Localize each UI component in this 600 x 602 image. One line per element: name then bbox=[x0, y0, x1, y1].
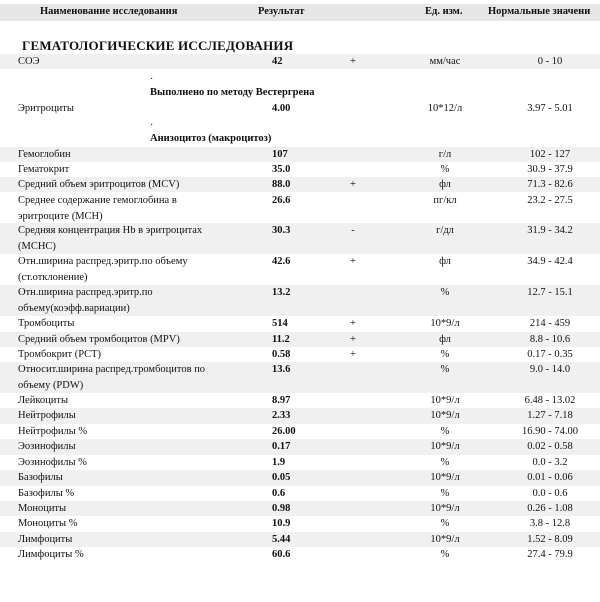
row-unit: г/л bbox=[438, 149, 452, 160]
row-unit: 10*12/л bbox=[427, 103, 463, 114]
row-norm: 30.9 - 37.9 bbox=[527, 164, 573, 175]
table-row bbox=[0, 362, 600, 393]
row-name: Эозинофилы % bbox=[18, 457, 87, 468]
row-name: Средний объем тромбоцитов (MPV) bbox=[18, 334, 180, 345]
row-norm: 1.52 - 8.09 bbox=[527, 534, 573, 545]
row-flag: + bbox=[350, 349, 356, 360]
table-header bbox=[0, 4, 600, 21]
row-name: Гемоглобин bbox=[18, 149, 71, 160]
table-row bbox=[0, 193, 600, 223]
row-norm: 71.3 - 82.6 bbox=[527, 179, 573, 190]
table-row bbox=[0, 162, 600, 177]
table-row bbox=[0, 316, 600, 332]
table-row bbox=[0, 516, 600, 532]
row-norm: 214 - 459 bbox=[529, 318, 571, 329]
row-norm: 3.97 - 5.01 bbox=[527, 103, 573, 114]
row-unit: 10*9/л bbox=[430, 410, 460, 421]
row-unit: мм/час bbox=[429, 56, 461, 67]
row-value: 8.97 bbox=[272, 395, 291, 406]
table-row bbox=[0, 223, 600, 254]
rbc-note-dot: · bbox=[150, 120, 154, 131]
row-norm: 8.8 - 10.6 bbox=[529, 334, 571, 345]
row-unit: 10*9/л bbox=[430, 503, 460, 514]
soe-method-note: Выполнено по методу Вестергрена bbox=[150, 87, 315, 98]
table-row bbox=[0, 332, 600, 347]
header-norm: Нормальные значени bbox=[488, 6, 591, 17]
soe-note-dot: · bbox=[150, 74, 154, 85]
row-value: 0.05 bbox=[272, 472, 291, 483]
table-row bbox=[0, 470, 600, 486]
row-value: 42.6 bbox=[272, 256, 291, 267]
row-unit: % bbox=[440, 457, 450, 468]
table-row bbox=[0, 439, 600, 455]
table-row bbox=[0, 147, 600, 162]
row-unit: 10*9/л bbox=[430, 318, 460, 329]
table-row bbox=[0, 532, 600, 547]
row-unit: % bbox=[440, 164, 450, 175]
row-name: Средняя концентрация Hb в эритроцитах (MCHC) bbox=[18, 225, 203, 252]
row-norm: 0.26 - 1.08 bbox=[527, 503, 573, 514]
row-value: 42 bbox=[272, 56, 283, 67]
row-value: 26.00 bbox=[272, 426, 296, 437]
row-value: 2.33 bbox=[272, 410, 291, 421]
table-row bbox=[0, 101, 600, 116]
row-name: Лимфоциты bbox=[18, 534, 73, 545]
row-name: Лимфоциты % bbox=[18, 549, 84, 560]
row-value: 0.17 bbox=[272, 441, 291, 452]
row-norm: 0.0 - 0.6 bbox=[532, 488, 568, 499]
row-value: 0.98 bbox=[272, 503, 291, 514]
table-row bbox=[0, 486, 600, 501]
table-row bbox=[0, 408, 600, 424]
row-name: Лейкоциты bbox=[18, 395, 69, 406]
row-value: 10.9 bbox=[272, 518, 291, 529]
row-norm: 6.48 - 13.02 bbox=[524, 395, 576, 406]
table-row bbox=[0, 285, 600, 316]
row-value: 0.6 bbox=[272, 488, 286, 499]
row-value: 26.6 bbox=[272, 195, 291, 206]
row-name: Нейтрофилы bbox=[18, 410, 76, 421]
row-unit: % bbox=[440, 488, 450, 499]
row-flag: + bbox=[350, 179, 356, 190]
row-name: Гематокрит bbox=[18, 164, 70, 175]
table-row bbox=[0, 547, 600, 563]
row-name: Относит.ширина распред.тромбоцитов по объему (PDW) bbox=[18, 364, 206, 391]
row-name: Моноциты bbox=[18, 503, 67, 514]
row-unit: % bbox=[440, 349, 450, 360]
row-unit: % bbox=[440, 287, 450, 298]
row-unit: % bbox=[440, 364, 450, 375]
row-name: Нейтрофилы % bbox=[18, 426, 88, 437]
table-row bbox=[0, 393, 600, 408]
table-row bbox=[0, 254, 600, 285]
row-value: 88.0 bbox=[272, 179, 291, 190]
row-name: Отн.ширина распред.эритр.по объему (ст.отклонение) bbox=[18, 256, 188, 283]
row-value: 5.44 bbox=[272, 534, 291, 545]
row-norm: 1.27 - 7.18 bbox=[527, 410, 573, 421]
row-name: Средний объем эритроцитов (MCV) bbox=[18, 179, 180, 190]
row-unit: 10*9/л bbox=[430, 395, 460, 406]
row-name: Тромбокрит (PCT) bbox=[18, 349, 101, 360]
row-norm: 16.90 - 74.00 bbox=[522, 426, 578, 437]
row-norm: 0.02 - 0.58 bbox=[527, 441, 573, 452]
row-name: СОЭ bbox=[18, 56, 40, 67]
row-name: Моноциты % bbox=[18, 518, 78, 529]
row-name: Базофилы bbox=[18, 472, 63, 483]
row-name: Эозинофилы bbox=[18, 441, 76, 452]
row-norm: 27.4 - 79.9 bbox=[527, 549, 573, 560]
row-value: 35.0 bbox=[272, 164, 291, 175]
row-norm: 9.0 - 14.0 bbox=[529, 364, 571, 375]
table-row bbox=[0, 347, 600, 362]
row-unit: % bbox=[440, 549, 450, 560]
row-unit: % bbox=[440, 518, 450, 529]
row-norm: 31.9 - 34.2 bbox=[527, 225, 573, 236]
row-value: 107 bbox=[272, 149, 288, 160]
row-unit: фл bbox=[439, 256, 451, 267]
row-flag: + bbox=[350, 334, 356, 345]
row-flag: + bbox=[350, 318, 356, 329]
row-value: 13.6 bbox=[272, 364, 291, 375]
table-row bbox=[0, 177, 600, 192]
row-value: 1.9 bbox=[272, 457, 286, 468]
row-norm: 23.2 - 27.5 bbox=[527, 195, 573, 206]
row-norm: 34.9 - 42.4 bbox=[527, 256, 573, 267]
row-unit: фл bbox=[439, 179, 451, 190]
row-value: 0.58 bbox=[272, 349, 291, 360]
table-row bbox=[0, 455, 600, 470]
section-title: ГЕМАТОЛОГИЧЕСКИЕ ИССЛЕДОВАНИЯ bbox=[22, 38, 294, 53]
row-value: 11.2 bbox=[272, 334, 290, 345]
row-value: 4.00 bbox=[272, 103, 291, 114]
row-value: 30.3 bbox=[272, 225, 291, 236]
row-unit: г/дл bbox=[436, 225, 454, 236]
table-row bbox=[0, 54, 600, 69]
header-unit: Ед. изм. bbox=[425, 6, 463, 17]
row-flag: - bbox=[351, 225, 355, 236]
row-unit: фл bbox=[439, 334, 451, 345]
row-value: 60.6 bbox=[272, 549, 291, 560]
row-value: 514 bbox=[272, 318, 288, 329]
rbc-morphology-note: Анизоцитоз (макроцитоз) bbox=[150, 133, 272, 144]
row-norm: 102 - 127 bbox=[529, 149, 571, 160]
row-norm: 12.7 - 15.1 bbox=[527, 287, 573, 298]
row-unit: пг/кл bbox=[433, 195, 457, 206]
row-norm: 0.01 - 0.06 bbox=[527, 472, 573, 483]
table-row bbox=[0, 424, 600, 439]
row-norm: 0.0 - 3.2 bbox=[532, 457, 568, 468]
row-unit: % bbox=[440, 426, 450, 437]
row-norm: 0.17 - 0.35 bbox=[527, 349, 573, 360]
row-name: Среднее содержание гемоглобина в эритроците (MCH) bbox=[18, 195, 177, 222]
row-flag: + bbox=[350, 56, 356, 67]
header-name: Наименование исследования bbox=[40, 6, 178, 17]
row-unit: 10*9/л bbox=[430, 441, 460, 452]
row-norm: 0 - 10 bbox=[537, 56, 563, 67]
row-name: Эритроциты bbox=[18, 103, 74, 114]
table-row bbox=[0, 501, 600, 516]
row-norm: 3.8 - 12.8 bbox=[529, 518, 571, 529]
row-flag: + bbox=[350, 256, 356, 267]
row-name: Базофилы % bbox=[18, 488, 75, 499]
row-value: 13.2 bbox=[272, 287, 291, 298]
row-name: Отн.ширина распред.эритр.по объему(коэфф.вариации) bbox=[18, 287, 153, 314]
header-result: Результат bbox=[258, 6, 305, 17]
row-name: Тромбоциты bbox=[18, 318, 75, 329]
row-unit: 10*9/л bbox=[430, 534, 460, 545]
row-unit: 10*9/л bbox=[430, 472, 460, 483]
